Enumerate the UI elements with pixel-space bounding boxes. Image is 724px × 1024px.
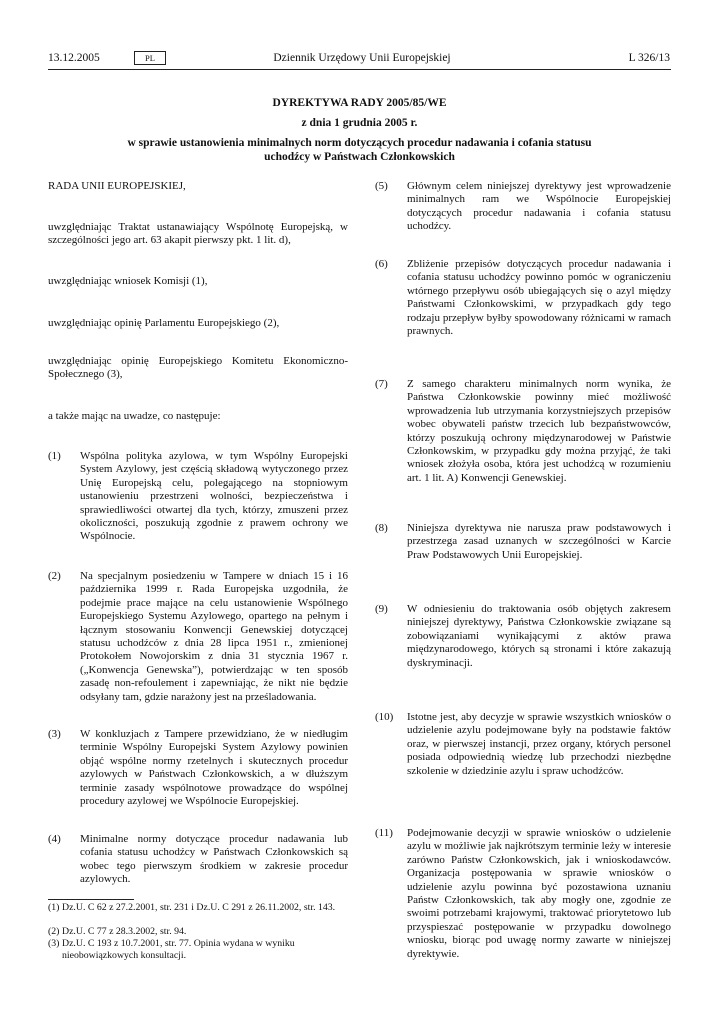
preamble-council: RADA UNII EUROPEJSKIEJ, bbox=[48, 180, 186, 192]
issue-date: 13.12.2005 bbox=[48, 52, 100, 64]
preamble-parliament: uwzględniając opinię Parlamentu Europejskiego (2), bbox=[48, 317, 280, 329]
header-rule bbox=[48, 69, 671, 70]
preamble-treaty: uwzględniając Traktat ustanawiający Wspólnotę Europejską, w szczególności jego art. 63 akapit pierwszy pkt. 1 lit. d), bbox=[48, 221, 348, 247]
footnote-rule bbox=[48, 899, 134, 900]
preamble-commission: uwzględniając wniosek Komisji (1), bbox=[48, 275, 208, 287]
directive-date: z dnia 1 grudnia 2005 r. bbox=[301, 117, 418, 129]
directive-subject-line1: w sprawie ustanowienia minimalnych norm dotyczących procedur nadawania i cofania statusu bbox=[127, 137, 592, 149]
journal-name: Dziennik Urzędowy Unii Europejskiej bbox=[273, 52, 451, 64]
language-badge: PL bbox=[134, 51, 166, 65]
preamble-committee: uwzględniając opinię Europejskiego Komitetu Ekonomiczno-Społecznego (3), bbox=[48, 355, 348, 381]
page-number: L 326/13 bbox=[628, 52, 670, 64]
preamble-recitals-intro: a także mając na uwadze, co następuje: bbox=[48, 410, 221, 422]
directive-subject-line2: uchodźcy w Państwach Członkowskich bbox=[264, 151, 455, 163]
directive-title: DYREKTYWA RADY 2005/85/WE bbox=[272, 97, 447, 109]
